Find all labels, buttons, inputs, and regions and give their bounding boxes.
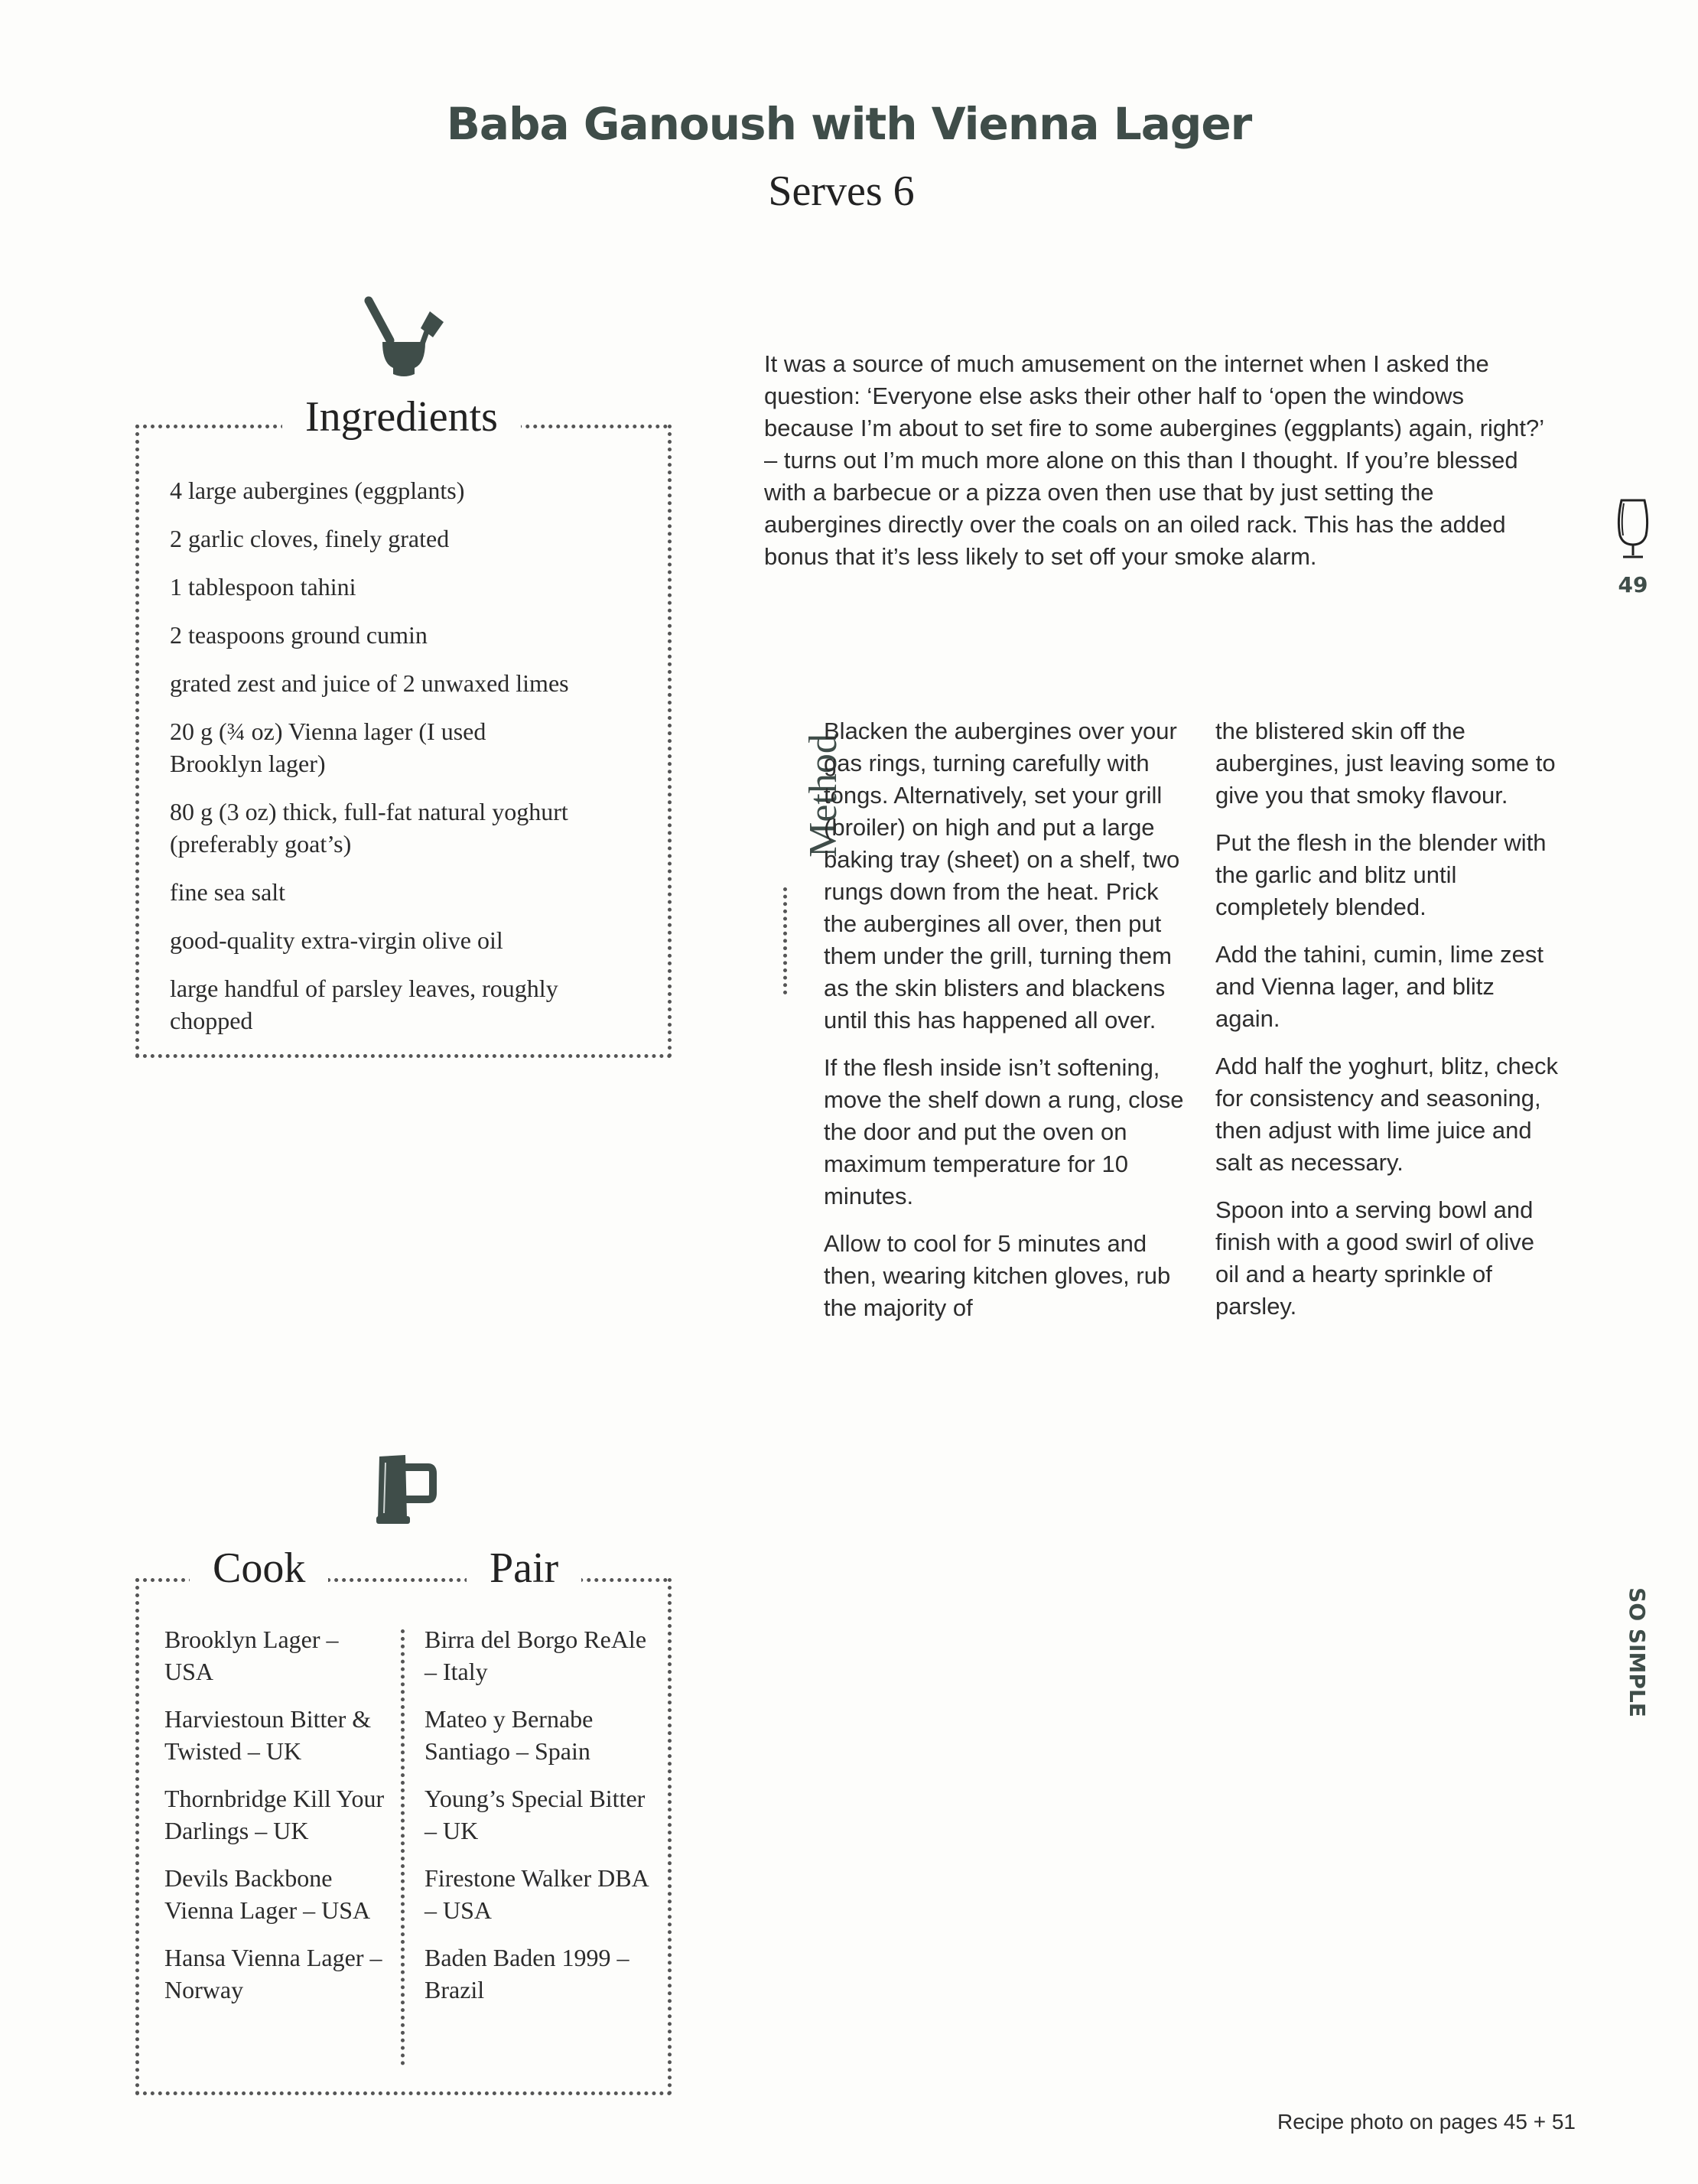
pair-item: Firestone Walker DBA – USA: [424, 1864, 648, 1924]
snifter-glass-icon: [1615, 497, 1651, 563]
pair-item: Young’s Special Bitter – UK: [424, 1785, 646, 1844]
pair-list: [424, 1623, 654, 2021]
cook-header-wrap: [190, 1544, 328, 1593]
ingredients-heading: Ingredients: [282, 393, 521, 441]
method-step: Spoon into a serving bowl and finish with a good swirl of olive oil and a hearty sprinkle of parsley.: [1215, 1196, 1534, 1320]
recipe-title: Baba Ganoush with Vienna Lager: [446, 98, 1252, 150]
method-step: Add the tahini, cumin, lime zest and Vienna lager, and blitz again.: [1215, 941, 1544, 1032]
ingredient-item: 20 g (¾ oz) Vienna lager (I used Brooklyn lager): [170, 718, 486, 777]
ingredient-item: 2 teaspoons ground cumin: [170, 621, 428, 649]
ingredient-item: 4 large aubergines (eggplants): [170, 477, 465, 504]
pair-item: Birra del Borgo ReAle – Italy: [424, 1626, 647, 1685]
pair-item: Mateo y Bernabe Santiago – Spain: [424, 1705, 594, 1765]
method-divider: [783, 887, 787, 994]
method-step: Blacken the aubergines over your gas rings, turning carefully with tongs. Alternatively, set your grill (broiler) on high and put a large baking tray (sheet) on a shelf, two rungs down from the heat. Prick the aubergines all over, then put them under the grill, turning them as the skin blisters and blackens until this has happened all over.: [824, 718, 1180, 1033]
pair-item: Baden Baden 1999 – Brazil: [424, 1944, 629, 2003]
intro-paragraph: It was a source of much amusement on the internet when I asked the question: ‘Everyone else asks their other half to ‘open the windows because I’m about to set fire to some aubergines (eggplants) again, right?’ – turns out I’m much more alone on this than I thought. If you’re blessed with a barbecue or a pizza oven then use that by just setting the aubergines directly over the coals on an oiled rack. This has the added bonus that it’s less likely to set off your smoke alarm.: [764, 350, 1544, 570]
cook-item: Harviestoun Bitter & Twisted – UK: [164, 1705, 372, 1765]
ingredient-item: good-quality extra-virgin olive oil: [170, 926, 503, 954]
method-column-1: [824, 715, 1191, 1339]
method-step: If the flesh inside isn’t softening, move the shelf down a rung, close the door and put the oven on maximum temperature for 10 minutes.: [824, 1054, 1184, 1209]
cook-pair-divider: [401, 1629, 405, 2065]
pair-heading: Pair: [467, 1544, 581, 1592]
ingredients-list: [170, 474, 644, 1053]
ingredient-item: 2 garlic cloves, finely grated: [170, 525, 450, 552]
ingredient-item: large handful of parsley leaves, roughly chopped: [170, 975, 558, 1034]
cook-item: Brooklyn Lager – USA: [164, 1626, 339, 1685]
page-number: 49: [1618, 572, 1648, 597]
ingredients-header-wrap: [0, 392, 803, 441]
cook-item: Thornbridge Kill Your Darlings – UK: [164, 1785, 385, 1844]
ingredient-item: fine sea salt: [170, 878, 286, 906]
ingredient-item: 1 tablespoon tahini: [170, 573, 356, 601]
serves-count: Serves 6: [768, 168, 915, 215]
method-step: Add half the yoghurt, blitz, check for consistency and seasoning, then adjust with lime juice and salt as necessary.: [1215, 1053, 1559, 1176]
mortar-and-pestle-icon: [359, 295, 451, 382]
cook-item: Hansa Vienna Lager – Norway: [164, 1944, 382, 2003]
beer-mug-icon: [375, 1452, 444, 1528]
photo-reference: Recipe photo on pages 45 + 51: [1277, 2110, 1576, 2134]
ingredient-item: 80 g (3 oz) thick, full-fat natural yoghurt (preferably goat’s): [170, 798, 568, 858]
method-heading: Method: [802, 734, 845, 858]
ingredient-item: grated zest and juice of 2 unwaxed limes: [170, 669, 569, 697]
method-step: Allow to cool for 5 minutes and then, wearing kitchen gloves, rub the majority of: [824, 1230, 1171, 1321]
cook-heading: Cook: [190, 1544, 328, 1592]
cook-list: [164, 1623, 386, 2021]
cook-item: Devils Backbone Vienna Lager – USA: [164, 1864, 371, 1924]
pair-header-wrap: [467, 1544, 581, 1593]
method-column-2: [1215, 715, 1560, 1338]
method-step: Put the flesh in the blender with the garlic and blitz until completely blended.: [1215, 829, 1547, 920]
section-label: SO SIMPLE: [1625, 1587, 1650, 1717]
method-step: the blistered skin off the aubergines, just leaving some to give you that smoky flavour.: [1215, 718, 1556, 809]
